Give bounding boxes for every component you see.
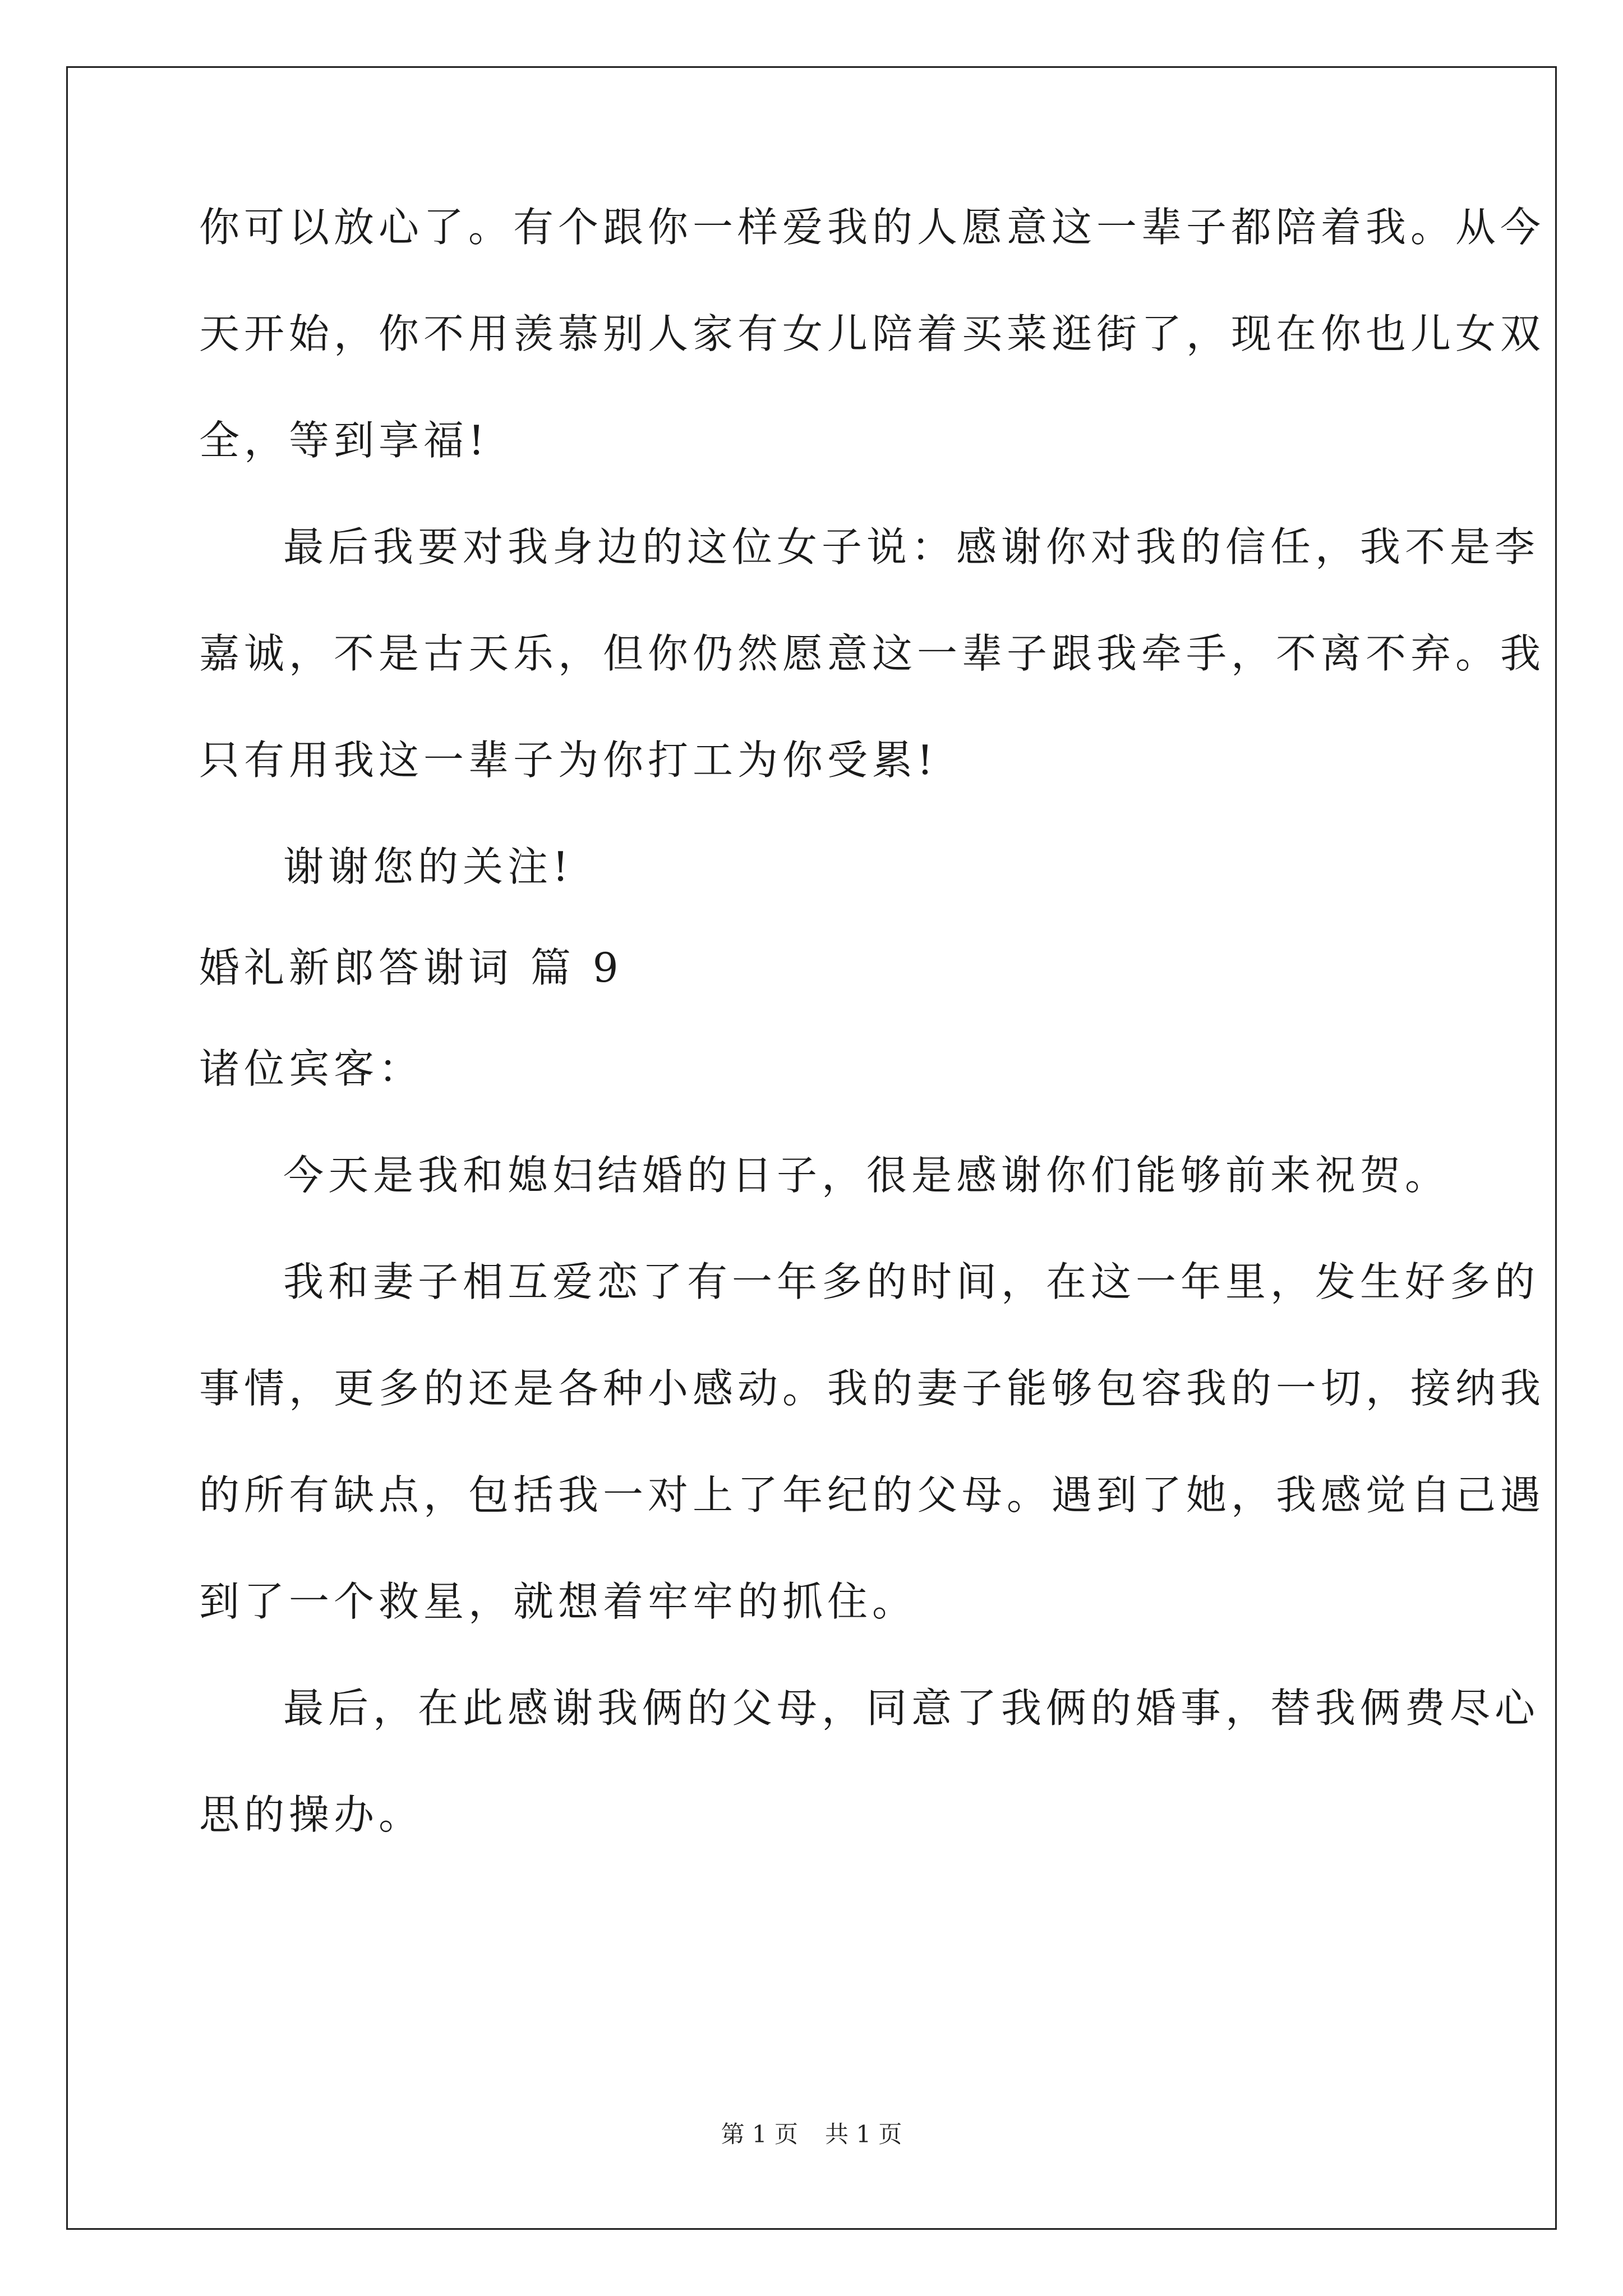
paragraph-line: 事情，更多的还是各种小感动。我的妻子能够包容我的一切，接纳我 — [199, 1365, 1546, 1412]
paragraph-line: 最后，在此感谢我俩的父母，同意了我俩的婚事，替我俩费尽心 — [283, 1685, 1540, 1732]
paragraph-line: 天开始，你不用羡慕别人家有女儿陪着买菜逛街了，现在你也儿女双 — [199, 310, 1546, 357]
paragraph-line: 全，等到享福! — [199, 417, 489, 464]
paragraph-line: 到了一个救星，就想着牢牢的抓住。 — [199, 1578, 917, 1625]
paragraph-line: 只有用我这一辈子为你打工为你受累! — [199, 737, 938, 784]
paragraph-line: 的所有缺点，包括我一对上了年纪的父母。遇到了她，我感觉自己遇 — [199, 1471, 1546, 1519]
paragraph-line: 今天是我和媳妇结婚的日子，很是感谢你们能够前来祝贺。 — [283, 1152, 1450, 1199]
page-total: 共 1 页 — [825, 2120, 902, 2148]
section-heading: 婚礼新郎答谢词 篇 9 — [199, 944, 623, 991]
salutation: 诸位宾客： — [199, 1045, 424, 1092]
page-number: 第 1 页 — [721, 2120, 798, 2148]
page-border — [66, 66, 1557, 2230]
paragraph-line: 思的操办。 — [199, 1791, 424, 1838]
page-footer — [0, 2120, 1623, 2148]
paragraph-line: 你可以放心了。有个跟你一样爱我的人愿意这一辈子都陪着我。从今 — [199, 204, 1546, 251]
paragraph-line: 嘉诚，不是古天乐，但你仍然愿意这一辈子跟我牵手，不离不弃。我 — [199, 630, 1546, 677]
paragraph-line: 我和妻子相互爱恋了有一年多的时间，在这一年里，发生好多的 — [283, 1258, 1540, 1305]
paragraph-line: 最后我要对我身边的这位女子说：感谢你对我的信任，我不是李 — [283, 523, 1540, 570]
thanks-line: 谢谢您的关注! — [283, 843, 573, 890]
